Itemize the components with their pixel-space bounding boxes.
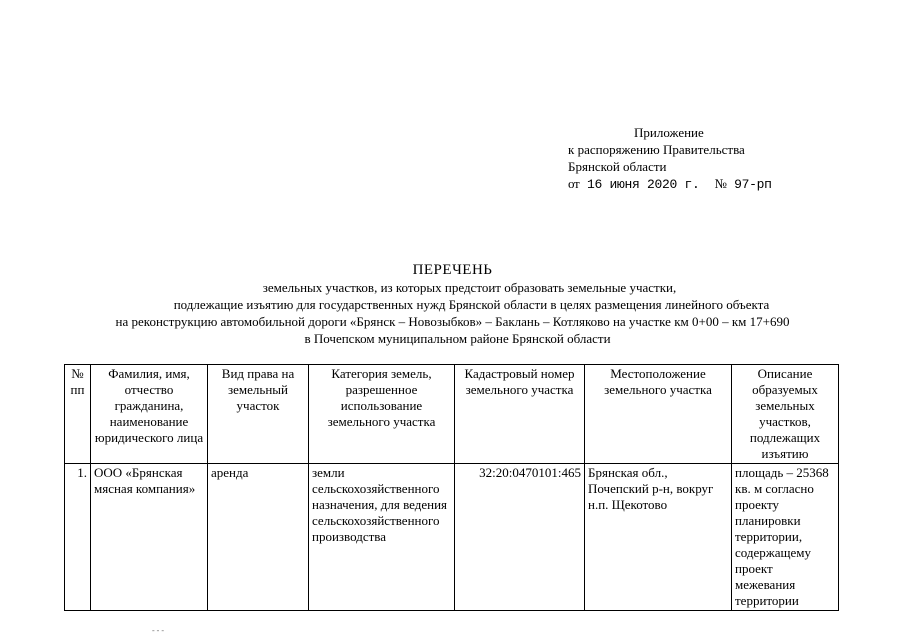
title-line-3: на реконструкцию автомобильной дороги «Брянск – Новозыбков» – Баклань – Котляково на участке км 0+00 – км 17+690	[115, 314, 790, 329]
header-owner: Фамилия, имя, отчество гражданина, наименование юридического лица	[91, 365, 208, 464]
title-line-4: в Почепском муниципальном районе Брянской области	[304, 331, 611, 346]
cell-right: аренда	[208, 464, 309, 611]
appendix-decree: к распоряжению Правительства	[568, 142, 745, 157]
header-description: Описание образуемых земельных участков, подлежащих изъятию	[732, 365, 839, 464]
cell-location: Брянская обл., Почепский р-н, вокруг н.п. Щекотово	[585, 464, 732, 611]
appendix-title: Приложение	[634, 125, 704, 140]
header-category: Категория земель, разрешенное использование земельного участка	[309, 365, 455, 464]
date-prefix: от	[568, 176, 580, 191]
number-label: №	[714, 176, 727, 191]
table-row	[65, 464, 839, 611]
appendix-region: Брянской области	[568, 159, 667, 174]
header-right: Вид права на земельный участок	[208, 365, 309, 464]
scan-mark: - - -	[152, 626, 164, 635]
land-plots-table	[64, 364, 839, 611]
cell-owner: ООО «Брянская мясная компания»	[91, 464, 208, 611]
header-location: Местоположение земельного участка	[585, 365, 732, 464]
appendix-block	[568, 124, 868, 193]
number-value: 97-рп	[734, 177, 772, 192]
header-cadastral: Кадастровый номер земельного участка	[455, 365, 585, 464]
cell-description: площадь – 25368 кв. м согласно проекту планировки территории, содержащему проект межевания территории	[732, 464, 839, 611]
title-line-2: подлежащие изъятию для государственных нужд Брянской области в целях размещения линейного объекта	[173, 297, 770, 312]
header-num: № пп	[65, 365, 91, 464]
appendix-date-line	[568, 175, 868, 193]
table-header-row	[65, 365, 839, 464]
title-line-1: земельных участков, из которых предстоит образовать земельные участки,	[262, 280, 677, 295]
cell-num: 1.	[65, 464, 91, 611]
date-value: 16 июня 2020 г.	[586, 177, 700, 192]
cell-category: земли сельскохозяйственного назначения, для ведения сельскохозяйственного производства	[309, 464, 455, 611]
cell-cadastral: 32:20:0470101:465	[455, 464, 585, 611]
document-title-block	[0, 262, 905, 347]
document-heading: ПЕРЕЧЕНЬ	[412, 262, 493, 278]
